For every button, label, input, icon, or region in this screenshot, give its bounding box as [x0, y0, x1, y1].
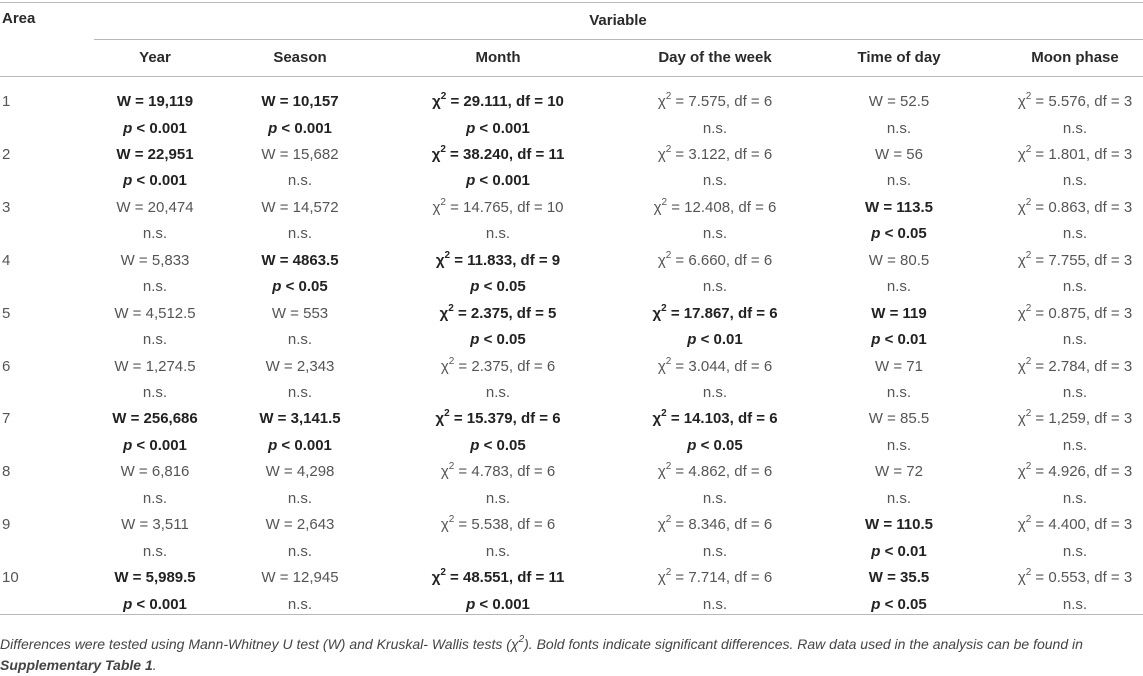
test-statistic: W = 256,686 [112, 410, 198, 428]
significance-value: n.s. [142, 278, 168, 296]
significance-value: n.s. [1062, 384, 1088, 401]
significance-value: n.s. [702, 489, 728, 507]
significance-value: p < 0.001 [268, 119, 332, 137]
area-label: 5 [2, 304, 11, 322]
significance-value: p < 0.001 [466, 595, 530, 613]
area-label: 8 [2, 463, 11, 481]
significance-value: p < 0.001 [123, 172, 187, 190]
significance-value: n.s. [702, 384, 728, 401]
significance-value: n.s. [287, 542, 313, 560]
test-statistic: $\chi^2 = 14.103$, df = 6 [652, 408, 778, 428]
test-statistic: $\chi^2 = 7.575$, df = 6 [657, 91, 773, 110]
area-label: 3 [2, 198, 11, 216]
significance-value: n.s. [1062, 595, 1088, 613]
test-statistic: W = 71 [875, 357, 923, 375]
table-top-rule [0, 2, 1143, 3]
significance-value: n.s. [287, 225, 313, 243]
significance-value: n.s. [287, 384, 313, 401]
test-statistic: W = 22,951 [116, 145, 194, 163]
test-statistic: $\chi^2 = 3.044$, df = 6 [657, 355, 773, 375]
test-statistic: $\chi^2 = 1.801$, df = 3 [1017, 143, 1133, 163]
test-statistic: $\chi^2 = 29.111$, df = 10 [432, 91, 564, 110]
area-label: 10 [2, 569, 19, 587]
significance-value: n.s. [1062, 489, 1088, 507]
test-statistic: $\chi^2 = 4.400$, df = 3 [1017, 514, 1133, 534]
significance-value: n.s. [886, 436, 912, 454]
test-statistic: $\chi^2 = 5.538$, df = 6 [440, 514, 556, 534]
significance-value: n.s. [702, 172, 728, 190]
significance-value: n.s. [142, 225, 168, 243]
significance-value: p < 0.05 [470, 278, 526, 296]
variable-header: Variable [589, 12, 647, 29]
test-statistic: W = 113.5 [865, 198, 933, 216]
test-statistic: W = 1,274.5 [114, 357, 196, 375]
test-statistic: W = 119 [871, 304, 927, 322]
test-statistic: $\chi^2 = 2.784$, df = 3 [1017, 355, 1133, 375]
test-statistic: $\chi^2 = 4.926$, df = 3 [1017, 461, 1133, 481]
header-bottom-rule [0, 76, 1143, 77]
significance-value: n.s. [485, 384, 511, 401]
test-statistic: W = 110.5 [865, 516, 933, 534]
significance-value: p < 0.05 [272, 278, 328, 296]
significance-value: n.s. [702, 595, 728, 613]
test-statistic: W = 14,572 [261, 198, 339, 216]
test-statistic: W = 553 [271, 304, 329, 322]
significance-value: n.s. [886, 119, 912, 137]
column-header: Year [139, 49, 171, 66]
significance-value: n.s. [1062, 331, 1088, 349]
test-statistic: $\chi^2 = 7.714$, df = 6 [657, 567, 773, 587]
significance-value: n.s. [485, 225, 511, 243]
test-statistic: W = 4863.5 [261, 251, 339, 269]
significance-value: n.s. [886, 384, 912, 401]
significance-value: n.s. [287, 595, 313, 613]
test-statistic: W = 6,816 [120, 463, 190, 481]
test-statistic: W = 19,119 [116, 93, 194, 110]
significance-value: n.s. [886, 489, 912, 507]
significance-value: p < 0.001 [466, 119, 530, 137]
significance-value: p < 0.05 [470, 436, 526, 454]
test-statistic: W = 72 [875, 463, 923, 481]
significance-value: p < 0.001 [268, 436, 332, 454]
test-statistic: W = 80.5 [868, 251, 930, 269]
significance-value: n.s. [702, 278, 728, 296]
test-statistic: $\chi^2 = 2.375$, df = 5 [439, 302, 557, 322]
test-statistic: $\chi^2 = 0.553$, df = 3 [1017, 567, 1133, 587]
test-statistic: W = 12,945 [261, 569, 339, 587]
test-statistic: $\chi^2 = 5.576$, df = 3 [1017, 91, 1133, 110]
supplementary-table-reference[interactable]: Supplementary Table 1 [0, 657, 153, 673]
test-statistic: $\chi^2 = 17.867$, df = 6 [652, 302, 778, 322]
significance-value: p < 0.05 [470, 331, 526, 349]
column-header: Season [273, 49, 327, 66]
significance-value: p < 0.001 [123, 119, 187, 137]
significance-value: p < 0.01 [871, 331, 927, 349]
test-statistic: $\chi^2 = 8.346$, df = 6 [657, 514, 773, 534]
significance-value: n.s. [142, 542, 168, 560]
variable-underline-rule [94, 39, 1143, 40]
column-header: Moon phase [1031, 49, 1119, 66]
test-statistic: $\chi^2 = 4.783$, df = 6 [440, 461, 556, 481]
test-statistic: $\chi^2 = 3.122$, df = 6 [657, 143, 773, 163]
test-statistic: $\chi^2 = 14.765$, df = 10 [432, 196, 564, 216]
significance-value: n.s. [702, 225, 728, 243]
area-label: 2 [2, 145, 11, 163]
test-statistic: $\chi^2 = 2.375$, df = 6 [440, 355, 556, 375]
significance-value: n.s. [886, 172, 912, 190]
test-statistic: W = 2,643 [265, 516, 335, 534]
significance-value: n.s. [287, 489, 313, 507]
test-statistic: $\chi^2 = 1,259$, df = 3 [1017, 408, 1133, 428]
significance-value: n.s. [1062, 278, 1088, 296]
significance-value: p < 0.001 [123, 436, 187, 454]
table-footnote [0, 634, 1140, 676]
significance-value: n.s. [142, 384, 168, 401]
significance-value: n.s. [142, 489, 168, 507]
test-statistic: W = 5,833 [120, 251, 190, 269]
significance-value: p < 0.001 [466, 172, 530, 190]
significance-value: n.s. [1062, 119, 1088, 137]
significance-value: n.s. [287, 172, 313, 190]
test-statistic: W = 5,989.5 [114, 569, 196, 587]
significance-value: p < 0.001 [123, 595, 187, 613]
column-header: Month [475, 49, 521, 66]
footnote-end: . [152, 657, 157, 673]
area-label: 4 [2, 251, 11, 269]
test-statistic: $\chi^2 = 38.240$, df = 11 [431, 143, 565, 163]
area-label: 1 [2, 93, 11, 110]
significance-value: p < 0.05 [871, 225, 927, 243]
test-statistic: W = 10,157 [261, 93, 339, 110]
test-statistic: W = 56 [875, 145, 923, 163]
test-statistic: W = 52.5 [868, 93, 930, 110]
significance-value: n.s. [1062, 542, 1088, 560]
test-statistic: W = 3,141.5 [259, 410, 341, 428]
test-statistic: $\chi^2 = 6.660$, df = 6 [657, 249, 773, 269]
test-statistic: W = 4,512.5 [114, 304, 196, 322]
test-statistic: W = 2,343 [265, 357, 335, 375]
significance-value: n.s. [485, 542, 511, 560]
area-label: 7 [2, 410, 11, 428]
test-statistic: W = 15,682 [261, 145, 339, 163]
area-label: 9 [2, 516, 11, 534]
test-statistic: W = 20,474 [116, 198, 194, 216]
significance-value: n.s. [142, 331, 168, 349]
column-header: Day of the week [658, 49, 772, 66]
test-statistic: W = 4,298 [265, 463, 335, 481]
area-header: Area [2, 10, 36, 27]
significance-value: n.s. [287, 331, 313, 349]
column-header: Time of day [857, 49, 941, 66]
test-statistic: $\chi^2 = 11.833$, df = 9 [435, 249, 561, 269]
test-statistic: $\chi^2 = 12.408$, df = 6 [653, 196, 777, 216]
significance-value: p < 0.01 [871, 542, 927, 560]
significance-value: n.s. [702, 542, 728, 560]
test-statistic: $\chi^2 = 0.875$, df = 3 [1017, 302, 1133, 322]
test-statistic: $\chi^2 = 48.551$, df = 11 [431, 567, 565, 587]
significance-value: n.s. [702, 119, 728, 137]
footnote-text: Differences were tested using Mann-Whitney U test (W) and Kruskal- Wallis tests $(\chi^2)$. Bold fonts indicate significant differences. Raw data used in the analysis can be found in [0, 634, 1083, 652]
significance-value: n.s. [1062, 172, 1088, 190]
test-statistic: W = 3,511 [121, 516, 189, 534]
test-statistic: $\chi^2 = 0.863$, df = 3 [1017, 196, 1133, 216]
test-statistic: $\chi^2 = 7.755$, df = 3 [1017, 249, 1133, 269]
test-statistic: $\chi^2 = 4.862$, df = 6 [657, 461, 773, 481]
significance-value: n.s. [485, 489, 511, 507]
significance-value: p < 0.05 [871, 595, 927, 613]
area-label: 6 [2, 357, 11, 375]
test-statistic: $\chi^2 = 15.379$, df = 6 [435, 408, 561, 428]
significance-value: n.s. [1062, 436, 1088, 454]
test-statistic: W = 85.5 [868, 410, 930, 428]
significance-value: n.s. [1062, 225, 1088, 243]
significance-value: p < 0.01 [687, 331, 743, 349]
test-statistic: W = 35.5 [868, 569, 930, 587]
significance-value: n.s. [886, 278, 912, 296]
significance-value: p < 0.05 [687, 436, 743, 454]
